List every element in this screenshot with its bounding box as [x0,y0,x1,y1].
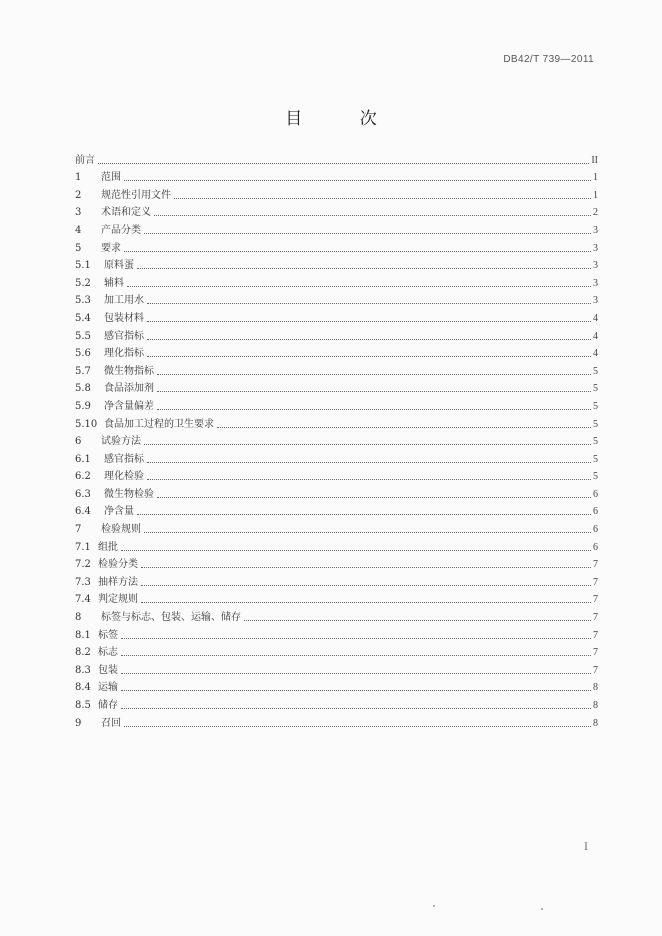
toc-entry-number: 1 [75,172,82,184]
toc-entry-number: 6.3 [75,488,91,500]
toc-entry-number: 5.7 [75,365,91,377]
toc-entry-number: 7.1 [75,541,91,553]
toc-entry-page: 6 [593,541,598,553]
toc-entry[interactable] [75,518,598,536]
toc-entry-number: 6.2 [75,471,91,483]
toc-entry-label: 食品加工过程的卫生要求 [104,418,214,430]
toc-entry-page: 7 [593,559,598,571]
toc-entry-label: 标签与标志、包装、运输、储存 [101,612,241,624]
toc-entry-label: 组批 [98,541,118,553]
toc-entry-label: 食品添加剂 [104,383,154,395]
toc-entry-number: 8.3 [75,664,91,676]
toc-entry-label: 原料蛋 [104,260,134,272]
toc-entry[interactable] [75,589,598,607]
toc-entry-number: 3 [75,207,82,219]
toc-entry[interactable] [75,360,598,378]
toc-entry-page: 8 [593,700,598,711]
dot-leader [141,585,591,586]
toc-entry-label: 试验方法 [101,436,141,448]
toc-entry-page: 5 [593,383,598,395]
toc-entry-page: 1 [593,172,598,184]
toc-entry[interactable] [75,343,598,361]
toc-entry-page: 3 [593,295,598,307]
toc-entry[interactable] [75,712,598,730]
toc-entry-number: 8 [75,612,82,624]
dot-leader [244,620,591,621]
toc-entry-number: 5.4 [75,312,91,324]
toc-entry[interactable] [75,536,598,554]
toc-entry[interactable] [75,431,598,449]
toc-entry[interactable] [75,624,598,642]
toc-entry-page: 7 [593,629,598,641]
toc-entry[interactable] [75,677,598,695]
toc-entry-page: 3 [593,260,598,272]
toc-entry[interactable] [75,571,598,589]
toc-entry-number: 7 [75,524,82,536]
toc-entry[interactable] [75,202,598,220]
toc-entry-label: 感官指标 [104,330,144,342]
toc-entry-page: 5 [593,453,598,465]
dot-leader [144,532,591,533]
page-number: I [584,842,588,853]
toc-entry-label: 净含量 [104,506,134,518]
toc-entry-label: 抽样方法 [98,576,138,588]
toc-entry[interactable] [75,483,598,501]
dot-leader [147,462,591,463]
toc-entry-number: 前言 [75,154,95,166]
toc-entry-label: 包装材料 [104,312,144,324]
toc-entry-label: 微生物指标 [104,365,154,377]
toc-entry-label: 要求 [101,242,121,254]
scan-speck [433,905,435,907]
toc-entry-page: 8 [593,682,598,694]
toc-entry-page: 7 [593,612,598,624]
dot-leader [147,339,591,340]
toc-entry-number: 7.2 [75,559,91,571]
dot-leader [124,180,591,181]
toc-entry-label: 标签 [98,629,118,641]
dot-leader [157,409,591,410]
table-of-contents [75,149,598,730]
dot-leader [121,550,591,551]
toc-entry[interactable] [75,642,598,660]
toc-entry-label: 加工用水 [104,295,144,307]
dot-leader [157,497,591,498]
toc-entry[interactable] [75,554,598,572]
toc-entry-number: 5.1 [75,260,91,272]
dot-leader [141,602,591,603]
toc-entry-label: 标志 [98,647,118,659]
dot-leader [124,726,591,727]
toc-entry-number: 4 [75,224,82,236]
toc-entry[interactable] [75,184,598,202]
dot-leader [147,303,591,304]
toc-entry-label: 微生物检验 [104,488,154,500]
toc-entry-label: 召回 [101,717,121,729]
toc-entry-page: 7 [593,647,598,659]
scan-speck [541,908,543,910]
toc-entry-page: 6 [593,488,598,500]
dot-leader [137,514,591,515]
dot-leader [141,567,591,568]
toc-entry-number: 8.2 [75,647,91,659]
toc-entry-page: 6 [593,506,598,518]
toc-entry-number: 7.4 [75,594,91,606]
toc-entry-number: 6.4 [75,506,91,518]
toc-entry-number: 7.3 [75,576,91,588]
toc-entry-label: 范围 [101,172,121,184]
toc-entry-number: 5.3 [75,295,91,307]
dot-leader [217,427,591,428]
dot-leader [174,198,591,199]
toc-entry-page: 5 [593,436,598,448]
dot-leader [144,444,591,445]
toc-entry[interactable] [75,219,598,237]
toc-entry[interactable] [75,395,598,413]
toc-entry-label: 术语和定义 [101,207,151,219]
toc-entry[interactable] [75,325,598,343]
toc-entry-page: II [591,154,598,166]
toc-entry-number: 6.1 [75,453,91,465]
dot-leader [121,673,591,674]
dot-leader [147,479,591,480]
dot-leader [121,690,591,691]
toc-entry-page: 5 [593,418,598,430]
toc-entry[interactable] [75,448,598,466]
dot-leader [121,708,591,709]
toc-entry-number: 5.5 [75,330,91,342]
standard-code: DB42/T 739—2011 [503,54,594,65]
toc-entry[interactable] [75,694,598,712]
toc-entry[interactable] [75,501,598,519]
toc-entry-number: 5.8 [75,383,91,395]
toc-entry-number: 5.9 [75,400,91,412]
toc-entry-label: 感官指标 [104,453,144,465]
dot-leader [157,391,591,392]
toc-entry-page: 7 [593,594,598,606]
toc-entry-number: 5.6 [75,348,91,360]
toc-entry-page: 3 [593,277,598,289]
toc-entry-label: 规范性引用文件 [101,189,171,201]
toc-entry-label: 辅料 [104,277,124,289]
toc-entry-page: 3 [593,242,598,254]
toc-entry[interactable] [75,413,598,431]
dot-leader [144,233,591,234]
toc-entry-label: 包装 [98,664,118,676]
toc-entry-page: 3 [593,224,598,236]
toc-entry-number: 2 [75,189,82,201]
toc-entry-label: 运输 [98,682,118,694]
toc-entry[interactable] [75,255,598,273]
dot-leader [147,321,591,322]
toc-title: 目 次 [285,109,403,129]
toc-entry[interactable] [75,606,598,624]
dot-leader [127,286,591,287]
toc-entry-number: 5 [75,242,82,254]
dot-leader [121,655,591,656]
toc-entry[interactable] [75,167,598,185]
dot-leader [98,163,589,164]
toc-entry-page: 5 [593,365,598,377]
toc-entry-number: 8.1 [75,629,91,641]
toc-entry-label: 产品分类 [101,224,141,236]
toc-entry-page: 4 [593,330,598,342]
toc-entry-page: 5 [593,471,598,483]
toc-entry-label: 储存 [98,700,118,711]
toc-entry[interactable] [75,659,598,677]
dot-leader [124,251,591,252]
toc-entry[interactable] [75,378,598,396]
dot-leader [157,374,591,375]
toc-entry-page: 4 [593,312,598,324]
toc-entry-page: 8 [593,717,598,729]
toc-entry-number: 8.4 [75,682,91,694]
toc-entry-page: 6 [593,524,598,536]
toc-entry-label: 检验分类 [98,559,138,571]
toc-entry-page: 5 [593,400,598,412]
toc-entry-label: 理化指标 [104,348,144,360]
toc-entry[interactable] [75,466,598,484]
toc-entry[interactable] [75,149,598,167]
toc-entry-number: 5.10 [75,418,98,430]
toc-entry-number: 6 [75,436,82,448]
toc-entry[interactable] [75,272,598,290]
toc-entry-page: 2 [593,207,598,219]
toc-entry[interactable] [75,307,598,325]
toc-entry[interactable] [75,237,598,255]
toc-entry-number: 8.5 [75,700,91,711]
toc-entry-label: 判定规则 [98,594,138,606]
toc-entry-page: 7 [593,576,598,588]
dot-leader [147,356,591,357]
dot-leader [154,215,591,216]
dot-leader [137,268,591,269]
toc-entry-number: 9 [75,717,82,729]
toc-entry-label: 检验规则 [101,524,141,536]
toc-entry-number: 5.2 [75,277,91,289]
toc-entry-label: 理化检验 [104,471,144,483]
toc-entry-page: 4 [593,348,598,360]
toc-entry-page: 1 [593,189,598,201]
dot-leader [121,638,591,639]
toc-entry[interactable] [75,290,598,308]
toc-entry-label: 净含量偏差 [104,400,154,412]
toc-entry-page: 7 [593,664,598,676]
